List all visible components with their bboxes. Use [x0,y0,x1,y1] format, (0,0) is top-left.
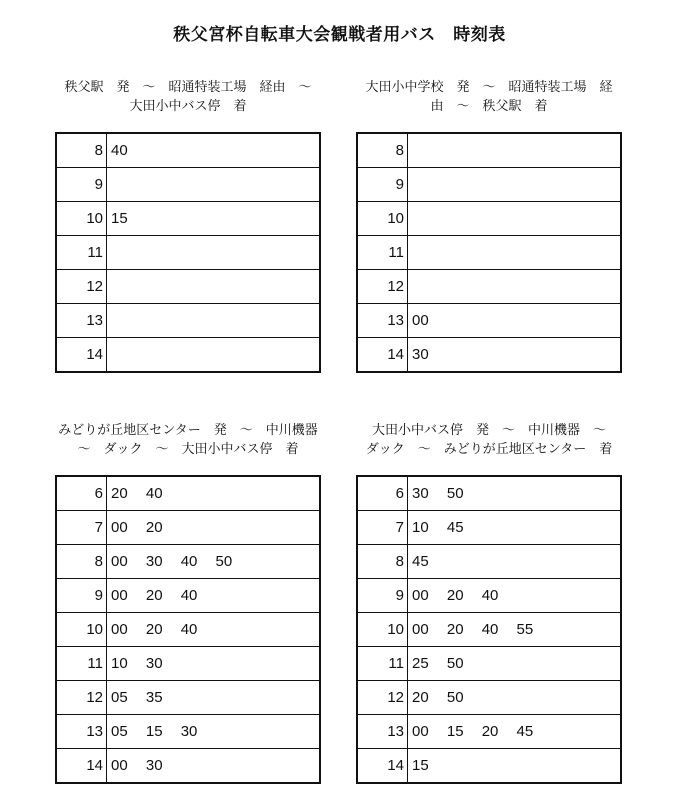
minutes-cell [107,168,321,202]
minutes-cell: 20 50 [408,681,622,715]
route-description [55,78,321,116]
hour-cell: 11 [357,236,408,270]
minutes-cell [107,304,321,338]
minutes-cell [408,133,622,168]
timetable-row [357,749,621,784]
hour-cell: 10 [56,202,107,236]
minutes-cell: 00 20 [107,511,321,545]
timetable-row [56,749,320,784]
minutes-cell: 00 30 40 50 [107,545,321,579]
timetable-row [357,476,621,511]
timetable-midorigaoka-to-ota [55,421,321,784]
route-description [356,78,622,116]
timetable-grid [356,132,622,373]
minutes-cell: 00 30 [111,757,163,774]
minutes-cell: 00 20 40 [408,579,622,613]
timetable-grid [356,475,622,784]
timetable-row [357,579,621,613]
timetable-row [357,613,621,647]
route-line-2: ～ ダック ～ 大田小中バス停 着 [77,442,299,457]
hour-cell: 10 [357,613,408,647]
route-line-1: 大田小中バス停 発 ～ 中川機器 ～ [371,423,606,438]
route-description [55,421,321,459]
minutes-cell: 25 50 [408,647,622,681]
minutes-cell: 15 [412,757,429,774]
hour-cell: 12 [56,270,107,304]
timetable-row [357,168,621,202]
timetable-row [357,133,621,168]
timetable-row [56,133,320,168]
minutes-cell: 00 20 40 [107,579,321,613]
hour-cell: 11 [56,236,107,270]
timetable-row [56,304,320,338]
minutes-cell: 05 15 30 [107,715,321,749]
timetable-row [56,545,320,579]
minutes-cell: 05 35 [107,681,321,715]
minutes-cell: 30 [412,346,429,363]
timetable-row [357,304,621,338]
minutes-cell: 45 [408,545,622,579]
minutes-cell [408,270,622,304]
timetable-row [56,202,320,236]
timetable-chichibu-to-ota [55,78,321,373]
timetable-row [56,476,320,511]
route-line-1: 大田小中学校 発 ～ 昭通特装工場 経 [365,80,613,95]
timetable-row [357,545,621,579]
timetable-row [357,681,621,715]
page-title: 秩父宮杯自転車大会観戦者用バス 時刻表 [173,25,506,45]
hour-cell: 8 [56,133,107,168]
hour-cell: 12 [357,270,408,304]
minutes-cell [408,202,622,236]
minutes-cell: 00 20 40 [107,613,321,647]
timetable-grid [55,132,321,373]
timetable-ota-to-midorigaoka [356,421,622,784]
timetable-row [56,511,320,545]
hour-cell: 14 [357,749,408,784]
hour-cell: 14 [56,749,107,784]
hour-cell: 9 [56,168,107,202]
hour-cell: 8 [357,545,408,579]
timetable-ota-to-chichibu [356,78,622,373]
timetable-row [56,236,320,270]
timetable-row [56,613,320,647]
hour-cell: 9 [56,579,107,613]
hour-cell: 13 [56,304,107,338]
minutes-cell: 20 40 [107,476,321,511]
hour-cell: 8 [56,545,107,579]
minutes-cell: 00 20 40 55 [408,613,622,647]
timetable-row [56,579,320,613]
hour-cell: 13 [357,304,408,338]
timetable-grid [55,475,321,784]
hour-cell: 12 [56,681,107,715]
hour-cell: 9 [357,579,408,613]
hour-cell: 14 [357,338,408,373]
timetable-row [357,236,621,270]
timetable-row [357,338,621,373]
timetable-row [56,168,320,202]
timetable-row [357,511,621,545]
minutes-cell: 10 30 [107,647,321,681]
minutes-cell [107,270,321,304]
hour-cell: 12 [357,681,408,715]
minutes-cell: 00 [408,304,622,338]
hour-cell: 10 [357,202,408,236]
route-line-2: 由 ～ 秩父駅 着 [430,99,548,114]
timetable-row [56,715,320,749]
route-description [356,421,622,459]
timetable-row [357,715,621,749]
hour-cell: 9 [357,168,408,202]
minutes-cell: 15 [107,202,321,236]
timetable-row [56,338,320,373]
timetable-row [357,270,621,304]
route-line-2: 大田小中バス停 着 [129,99,247,114]
minutes-cell: 30 50 [408,476,622,511]
route-line-2: ダック ～ みどりが丘地区センター 着 [365,442,613,457]
minutes-cell: 40 [107,133,321,168]
timetable-row [56,681,320,715]
minutes-cell [107,236,321,270]
minutes-cell [408,236,622,270]
minutes-cell [107,338,321,373]
hour-cell: 14 [56,338,107,373]
timetable-row [357,647,621,681]
minutes-cell: 00 15 20 45 [408,715,622,749]
hour-cell: 6 [357,476,408,511]
timetable-row [357,202,621,236]
route-line-1: 秩父駅 発 ～ 昭通特装工場 経由 ～ [64,80,312,95]
timetable-row [56,270,320,304]
hour-cell: 8 [357,133,408,168]
hour-cell: 6 [56,476,107,511]
hour-cell: 7 [56,511,107,545]
hour-cell: 11 [56,647,107,681]
hour-cell: 10 [56,613,107,647]
hour-cell: 11 [357,647,408,681]
hour-cell: 13 [56,715,107,749]
hour-cell: 7 [357,511,408,545]
minutes-cell: 10 45 [408,511,622,545]
minutes-cell [408,168,622,202]
timetable-row [56,647,320,681]
route-line-1: みどりが丘地区センター 発 ～ 中川機器 [58,423,318,438]
hour-cell: 13 [357,715,408,749]
